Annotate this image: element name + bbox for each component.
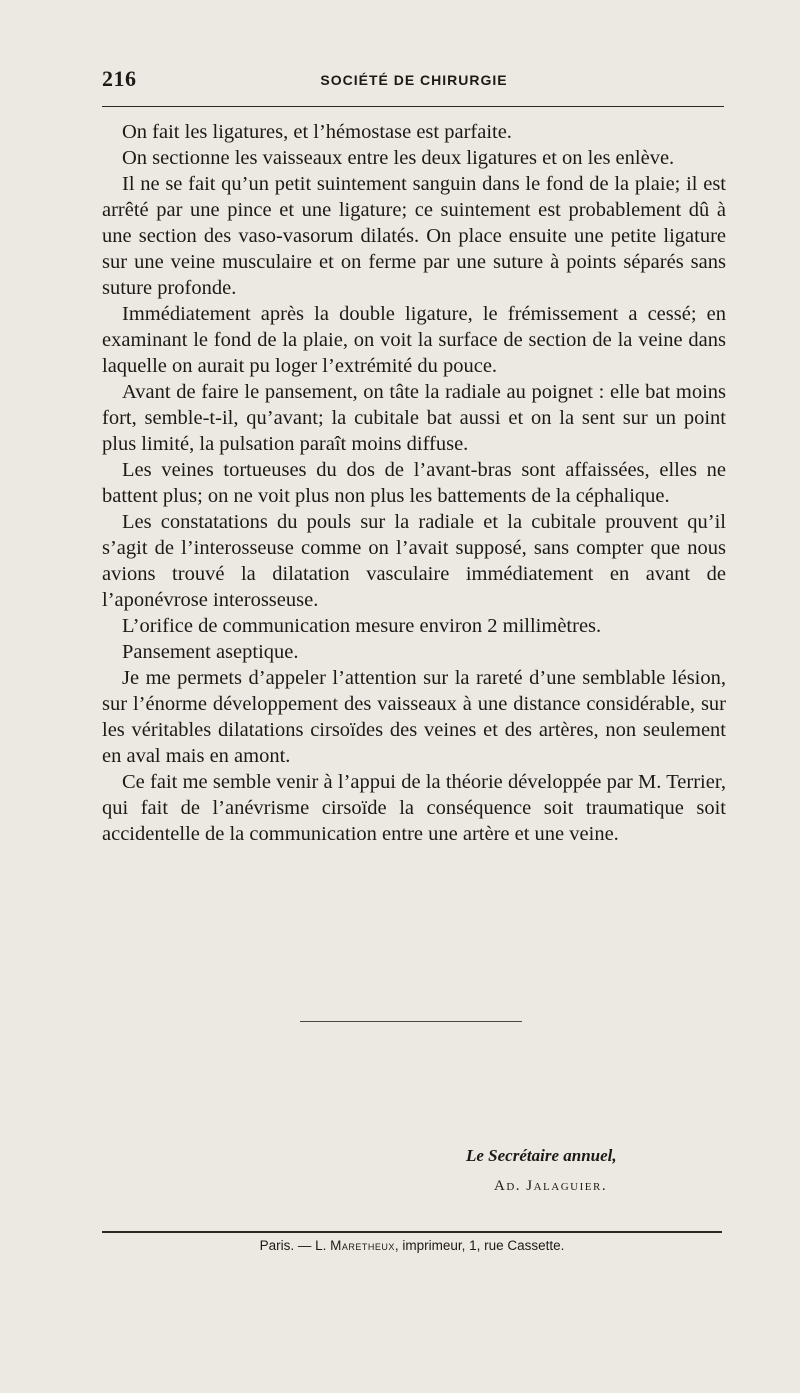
- paragraph: On fait les ligatures, et l’hémostase est parfaite.: [122, 121, 512, 143]
- header-rule: [102, 106, 724, 107]
- paragraph: L’orifice de communication mesure environ 2 millimètres.: [122, 615, 602, 637]
- printer-imprint: [102, 1238, 722, 1253]
- end-of-article-rule: [300, 1021, 522, 1022]
- signature-title: Le Secrétaire annuel,: [466, 1146, 617, 1165]
- paragraph: Pansement aseptique.: [122, 641, 299, 663]
- paragraph: Ce fait me semble venir à l’appui de la théorie développée par M. Terrier, qui fait de l’anévrisme cirsoïde la conséquence soit traumatique soit accidentelle de la communication entre une artère et une veine.: [102, 771, 726, 845]
- paragraph: Il ne se fait qu’un petit suintement sanguin dans le fond de la plaie; il est arrêté par une pince et une ligature; ce suintement est probablement dû à une section des vaso-vasorum dilatés. On place ensuite une petite ligature sur une veine musculaire et on ferme par une suture à points séparés sans suture profonde.: [102, 173, 726, 299]
- paragraph: Immédiatement après la double ligature, le frémissement a cessé; en examinant le fond de la plaie, on voit la surface de section de la veine dans laquelle on aurait pu loger l’extrémité du pouce.: [102, 303, 726, 377]
- page-header: [102, 66, 726, 100]
- imprint-prefix: Paris. — L.: [259, 1238, 331, 1253]
- paragraph: On sectionne les vaisseaux entre les deux ligatures et on les enlève.: [122, 147, 675, 169]
- signature-name: Ad. Jalaguier.: [494, 1178, 608, 1194]
- page-number: 216: [102, 66, 137, 91]
- paragraph: Avant de faire le pansement, on tâte la radiale au poignet : elle bat moins fort, semble-t-il, qu’avant; la cubitale bat aussi et on la sent sur un point plus limité, la pulsation paraît moins diffuse.: [102, 381, 726, 455]
- body-text: [102, 119, 726, 847]
- running-title: SOCIÉTÉ DE CHIRURGIE: [320, 72, 508, 88]
- paragraph: Les veines tortueuses du dos de l’avant-bras sont affaissées, elles ne battent plus; on ne voit plus non plus les battements de la céphalique.: [102, 459, 726, 507]
- imprint-suffix: , imprimeur, 1, rue Cassette.: [394, 1238, 565, 1253]
- paragraph: Je me permets d’appeler l’attention sur la rareté d’une semblable lésion, sur l’énorme développement des vaisseaux à une distance considérable, sur les véritables dilatations cirsoïdes des veines et des artères, non seulement en aval mais en amont.: [102, 667, 726, 767]
- paragraph: Les constatations du pouls sur la radiale et la cubitale prouvent qu’il s’agit de l’interosseuse comme on l’avait supposé, sans compter que nous avions trouvé la dilatation vasculaire immédiatement en avant de l’aponévrose interosseuse.: [102, 511, 726, 611]
- signature-block: [400, 1146, 700, 1195]
- imprint-printer-name: Maretheux: [330, 1238, 395, 1253]
- footer-rule: [102, 1231, 722, 1233]
